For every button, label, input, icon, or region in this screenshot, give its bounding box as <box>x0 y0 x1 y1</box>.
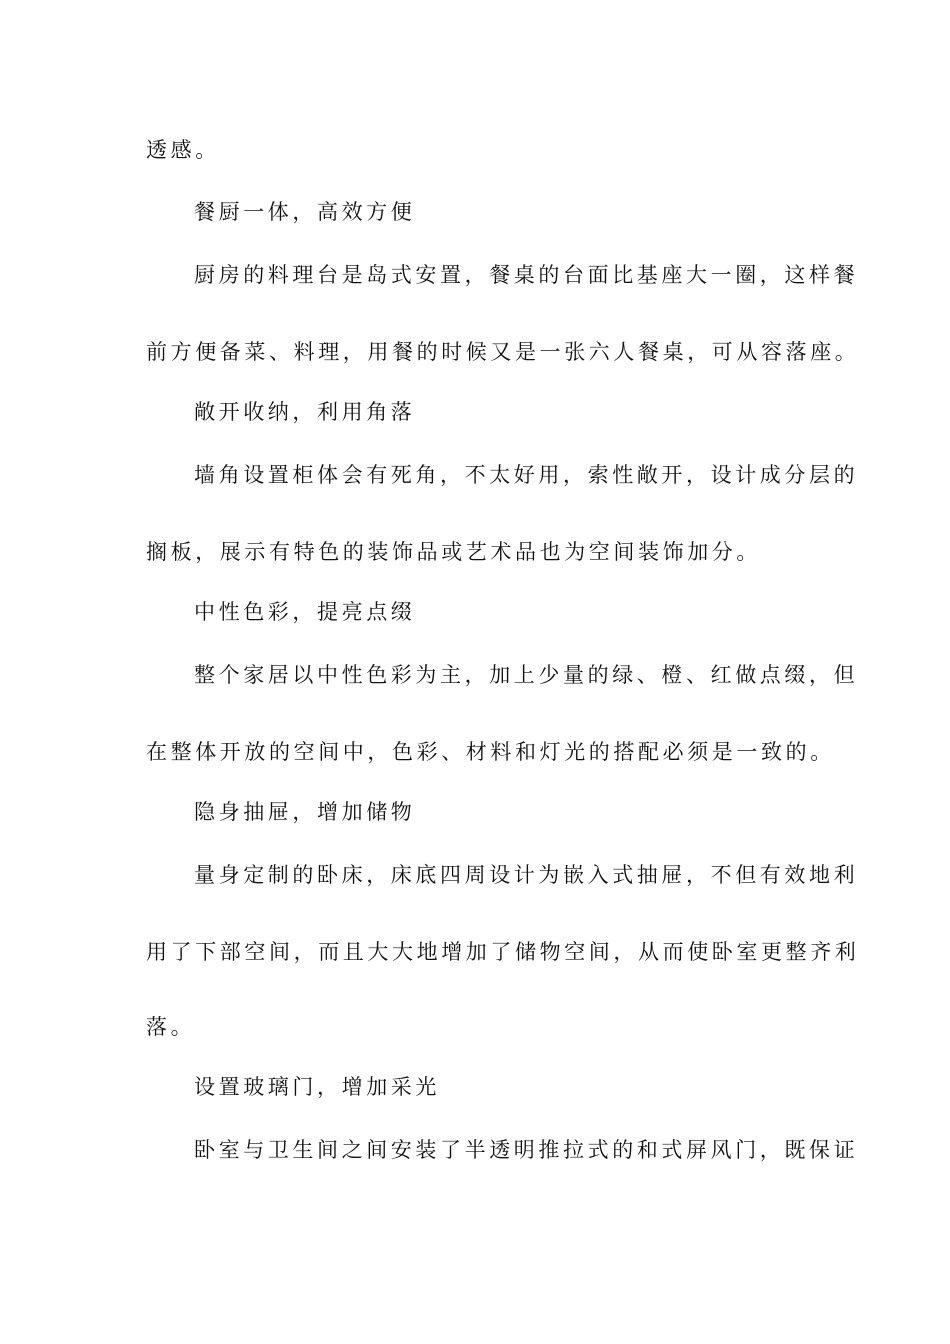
section-heading: 隐身抽屉，增加储物 <box>194 800 416 824</box>
section-heading: 餐厨一体，高效方便 <box>194 200 416 224</box>
paragraph-line: 前方便备菜、料理，用餐的时候又是一张六人餐桌，可从容落座。 <box>146 340 860 364</box>
paragraph-line: 卧室与卫生间之间安装了半透明推拉式的和式屏风门，既保证 <box>194 1138 859 1162</box>
paragraph-line: 透感。 <box>146 138 220 162</box>
paragraph-line: 厨房的料理台是岛式安置，餐桌的台面比基座大一圈，这样餐 <box>194 263 859 287</box>
paragraph-line: 落。 <box>146 1015 196 1039</box>
paragraph-line: 墙角设置柜体会有死角，不太好用，索性敞开，设计成分层的 <box>194 463 859 487</box>
paragraph-line: 用了下部空间，而且大大地增加了储物空间，从而使卧室更整齐利 <box>146 940 860 964</box>
paragraph-line: 量身定制的卧床，床底四周设计为嵌入式抽屉，不但有效地利 <box>194 863 859 887</box>
section-heading: 中性色彩，提亮点缀 <box>194 600 416 624</box>
section-heading: 敞开收纳，利用角落 <box>194 400 416 424</box>
paragraph-line: 搁板，展示有特色的装饰品或艺术品也为空间装饰加分。 <box>146 540 761 564</box>
paragraph-line: 整个家居以中性色彩为主，加上少量的绿、橙、红做点缀，但 <box>194 663 859 687</box>
section-heading: 设置玻璃门，增加采光 <box>194 1075 440 1099</box>
paragraph-line: 在整体开放的空间中，色彩、材料和灯光的搭配必须是一致的。 <box>146 740 835 764</box>
